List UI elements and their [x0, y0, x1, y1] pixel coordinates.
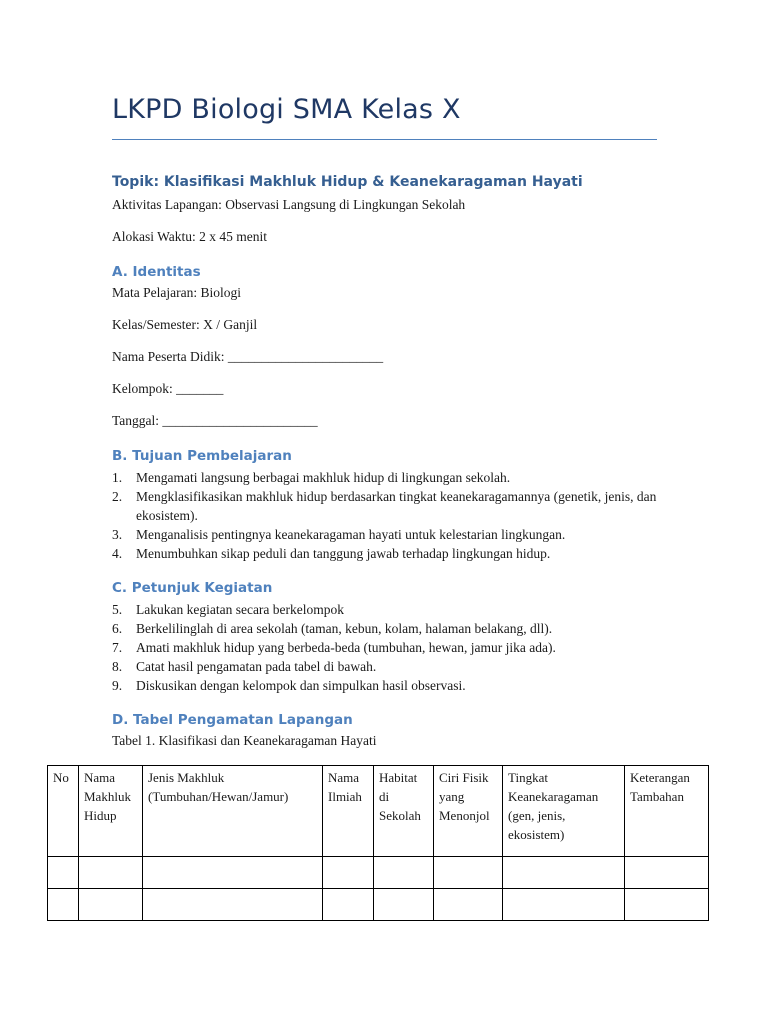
- table-cell[interactable]: [503, 889, 625, 921]
- column-header: Keterangan Tambahan: [625, 766, 709, 857]
- student-name-field: Nama Peserta Didik: _______________________: [112, 349, 384, 364]
- date-field: Tanggal: _______________________: [112, 413, 318, 428]
- table-cell[interactable]: [79, 857, 143, 889]
- column-header: Nama Ilmiah: [323, 766, 374, 857]
- subject-text: Mata Pelajaran: Biologi: [112, 285, 241, 300]
- table-cell[interactable]: [143, 889, 323, 921]
- table-cell[interactable]: [374, 857, 434, 889]
- table-heading: D. Tabel Pengamatan Lapangan: [112, 712, 353, 728]
- column-header: Tingkat Keanekaragaman (gen, jenis, ekosistem): [503, 766, 625, 857]
- list-item: 1. Mengamati langsung berbagai makhluk hidup di lingkungan sekolah.: [112, 470, 511, 485]
- table-row: [48, 889, 709, 921]
- column-header: No: [48, 766, 79, 857]
- table-cell[interactable]: [48, 857, 79, 889]
- activity-text: Aktivitas Lapangan: Observasi Langsung di Lingkungan Sekolah: [112, 197, 466, 212]
- table-cell[interactable]: [323, 857, 374, 889]
- table-cell[interactable]: [323, 889, 374, 921]
- list-item: 5. Lakukan kegiatan secara berkelompok: [112, 602, 345, 617]
- table-cell[interactable]: [143, 857, 323, 889]
- list-item: 7. Amati makhluk hidup yang berbeda-beda (tumbuhan, hewan, jamur jika ada).: [112, 640, 556, 655]
- list-item: 6. Berkelilinglah di area sekolah (taman, kebun, kolam, halaman belakang, dll).: [112, 621, 553, 636]
- objectives-heading: B. Tujuan Pembelajaran: [112, 448, 292, 464]
- document-title: LKPD Biologi SMA Kelas X: [112, 94, 461, 125]
- list-item: 8. Catat hasil pengamatan pada tabel di bawah.: [112, 659, 377, 674]
- list-item: 3. Menganalisis pentingnya keanekaragaman hayati untuk kelestarian lingkungan.: [112, 527, 566, 542]
- objectives-list: [112, 468, 672, 563]
- title-divider: [112, 139, 657, 140]
- topic-heading: Topik: Klasifikasi Makhluk Hidup & Keanekaragaman Hayati: [112, 174, 583, 190]
- identity-heading: A. Identitas: [112, 264, 201, 280]
- table-row: [48, 857, 709, 889]
- list-item: 4. Menumbuhkan sikap peduli dan tanggung jawab terhadap lingkungan hidup.: [112, 546, 551, 561]
- table-cell[interactable]: [434, 889, 503, 921]
- group-field: Kelompok: _______: [112, 381, 224, 396]
- table-cell[interactable]: [503, 857, 625, 889]
- column-header: Nama Makhluk Hidup: [79, 766, 143, 857]
- table-cell[interactable]: [48, 889, 79, 921]
- time-allocation-text: Alokasi Waktu: 2 x 45 menit: [112, 229, 268, 244]
- column-header: Habitat di Sekolah: [374, 766, 434, 857]
- column-header: Ciri Fisik yang Menonjol: [434, 766, 503, 857]
- list-item: 9. Diskusikan dengan kelompok dan simpulkan hasil observasi.: [112, 678, 466, 693]
- list-item: 2. Mengklasifikasikan makhluk hidup berdasarkan tingkat keanekaragamannya (genetik, jenis, dan ekosistem).: [112, 489, 657, 523]
- table-cell[interactable]: [625, 889, 709, 921]
- instructions-list: [112, 600, 672, 695]
- table-cell[interactable]: [374, 889, 434, 921]
- table-cell[interactable]: [79, 889, 143, 921]
- table-cell[interactable]: [434, 857, 503, 889]
- class-semester-text: Kelas/Semester: X / Ganjil: [112, 317, 258, 332]
- table-caption: Tabel 1. Klasifikasi dan Keanekaragaman Hayati: [112, 733, 377, 748]
- table-cell[interactable]: [625, 857, 709, 889]
- observation-table: [47, 765, 709, 921]
- instructions-heading: C. Petunjuk Kegiatan: [112, 580, 273, 596]
- column-header: Jenis Makhluk (Tumbuhan/Hewan/Jamur): [143, 766, 323, 857]
- table-header-row: [48, 766, 709, 857]
